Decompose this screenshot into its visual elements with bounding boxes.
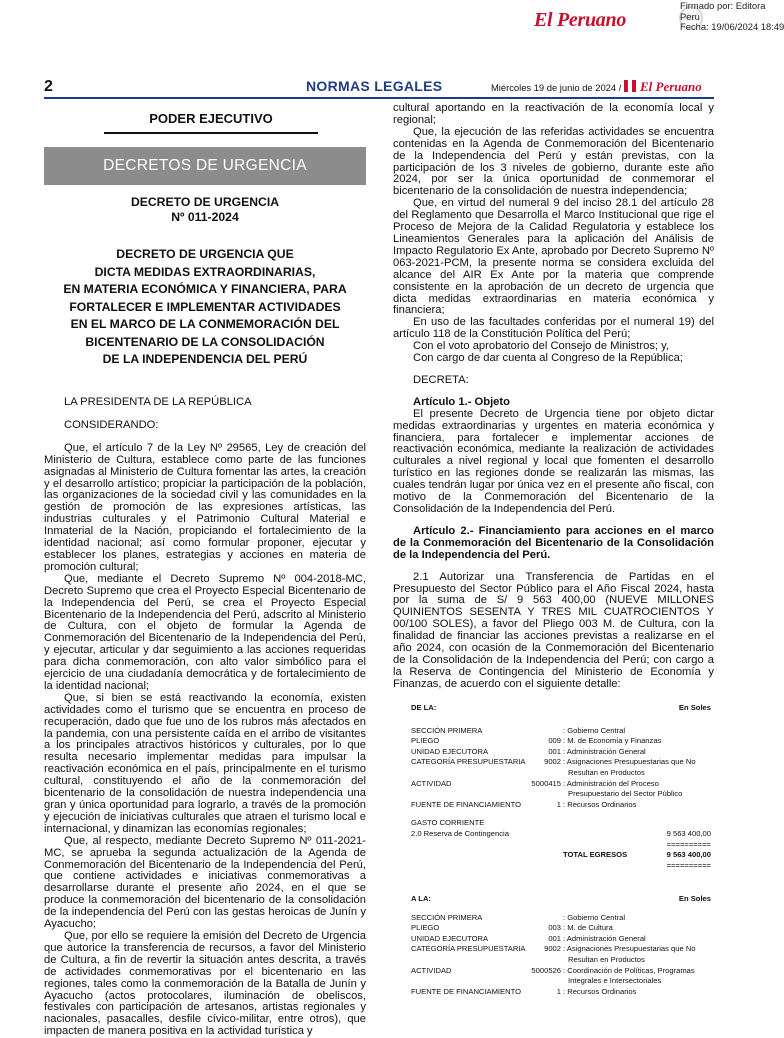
row-code: 9002: [544, 757, 561, 767]
row-key: CATEGORÍA PRESUPUESTARIA: [411, 944, 526, 954]
row-key: GASTO CORRIENTE: [411, 818, 485, 828]
article-2-title: Artículo 2.- Financiamiento para acciones en el marco de la Conmemoración del Bicentenario de la Consolidación de la Independencia del Perú.: [393, 524, 714, 561]
article-2-text: 2.1 Autorizar una Transferencia de Partidas en el Presupuesto del Sector Público para el Año Fiscal 2024, hasta por la suma de S/ 9 563 400,00 (NUEVE MILLONES QUINIENTOS SESENTA Y TRES MIL CUATROCIENTOS Y 00/100 SOLES), a favor del Pliego 003 M. de Cultura, con la finalidad de financiar las acciones previstas a realizarse en el año 2024, con ocasión de la Conmemoración del Bicentenario de la Consolidación de la Independencia del Perú; con cargo a la Reserva de Contingencia del Ministerio de Economía y Finanzas, de acuerdo con el siguiente detalle:: [393, 570, 714, 690]
row-value: : M. de Cultura: [563, 923, 613, 933]
table-row: [411, 747, 711, 758]
row-value: : Administración General: [563, 933, 646, 943]
signature-line: Fecha: 19/06/2024 18:49: [680, 21, 784, 33]
left-body: [44, 397, 366, 1038]
row-key: UNIDAD EJECUTORA: [411, 933, 489, 943]
table-row: [411, 955, 711, 966]
row-key: 2.0 Reserva de Contingencia: [411, 828, 509, 838]
table-row: [411, 757, 711, 768]
row-value: : Administración del Proceso: [563, 778, 659, 788]
table-row: [411, 934, 711, 945]
row-value: Resultan en Productos: [568, 767, 645, 777]
table-head: [411, 894, 711, 905]
section-title: NORMAS LEGALES: [306, 78, 443, 94]
row-code: 003: [548, 923, 561, 933]
decree-line: Nº 011-2024: [171, 209, 239, 224]
row-value: : Asignaciones Presupuestarias que No: [563, 757, 696, 767]
row-code: 1: [556, 986, 561, 996]
article-1-title: Artículo 1.- Objeto: [413, 395, 510, 408]
table-row: [411, 818, 711, 829]
decreta-label: DECRETA:: [413, 373, 469, 386]
header-logo: El Peruano: [640, 79, 702, 94]
left-column: [44, 108, 366, 1038]
header-rule: [44, 97, 714, 99]
table-row: [411, 840, 711, 851]
paragraph: Que, mediante el Decreto Supremo Nº 004-2018-MC, Decreto Supremo que crea el Proyecto Especial Bicentenario de la Independencia del Perú, se crea el Proyecto Especial Bicentenario de la Independencia del Perú, adscrito al Ministerio de Cultura, con el objeto de formular la Agenda de Conmemoración del Bicentenario de la Independencia del Perú, y ejecutar, articular y dar seguimiento a las acciones requeridas para dicha conmemoración, con alto valor simbólico para el ejercicio de una ciudadanía democrática y de fortalecimiento de la identidad nacional;: [44, 572, 366, 692]
top-banner: [0, 0, 784, 42]
title-line: DE LA INDEPENDENCIA DEL PERÚ: [102, 352, 308, 366]
row-key: UNIDAD EJECUTORA: [411, 746, 489, 756]
presidenta-line: LA PRESIDENTA DE LA REPÚBLICA: [64, 396, 252, 408]
row-value: Resultan en Productos: [568, 954, 645, 964]
table-head-unit: En Soles: [678, 703, 711, 712]
table-total-row: [411, 850, 711, 861]
table-row: [411, 800, 711, 811]
row-value: : M. de Economía y Finanzas: [563, 736, 662, 746]
decree-line: DECRETO DE URGENCIA: [130, 195, 280, 209]
table-row: [411, 829, 711, 840]
paragraph: Que, el artículo 7 de la Ley Nº 29565, Ley de creación del Ministerio de Cultura, establece como parte de las funciones asignadas al Ministerio de Cultura fomentar las artes, la creación y el desarrollo artístico; propiciar la participación de la población, las organizaciones de la sociedad civil y las comunidades en la gestión de promoción de las expresiones artísticas, las industrias culturales y el Patrimonio Cultural Material e Inmaterial de la Nación, propiciando el fortalecimiento de la identidad nacional; así como formular proponer, ejecutar y establecer los planes, estrategias y acciones en materia de promoción cultural;: [44, 441, 366, 573]
paragraph: Que, por ello se requiere la emisión del Decreto de Urgencia que autorice la transferencia de recursos, a favor del Ministerio de Cultura, a fin de revertir la situación antes descrita, a través de actividades conmemorativas por el bicentenario en las regiones, tales como la conmemoración de la Batalla de Junín y Ayacucho (actos protocolares, iluminación de obeliscos, festivales con participación de artesanos, artistas regionales y nacionales, pasacalles, desfile cívico-militar, entre otros), que impacten de manera positiva en la actividad turística y: [44, 929, 366, 1038]
table-row: [411, 789, 711, 800]
row-key: ACTIVIDAD: [411, 965, 452, 975]
row-code: 5000415: [531, 778, 561, 788]
table-row: [411, 987, 711, 998]
table-row: [411, 923, 711, 934]
row-code: 001: [548, 746, 561, 756]
table-row: [411, 861, 711, 872]
brand-logo: El Peruano: [534, 9, 627, 31]
table-head-unit: En Soles: [678, 894, 711, 903]
paragraph: Que, en virtud del numeral 9 del inciso 28.1 del artículo 28 del Reglamento que Desarrolla el Marco Institucional que rige el Proceso de Mejora de la Calidad Regulatoria y establece los Lineamientos Generales para la aplicación del Análisis de Impacto Regulatorio Ex Ante, aprobado por Decreto Supremo Nº 063-2021-PCM, la presente norma se considera excluida del alcance del AIR Ex Ante por la materia que comprende consistente en la aprobación de un decreto de urgencia que dicta medidas extraordinarias en materia económica y financiera;: [393, 197, 714, 317]
row-key: FUENTE DE FINANCIAMIENTO: [411, 799, 521, 809]
table-row: [411, 976, 711, 987]
row-amount: 9 563 400,00: [666, 828, 711, 838]
title-line: EN EL MARCO DE LA CONMEMORACIÓN DEL: [70, 317, 340, 331]
row-value: : Recursos Ordinarios: [563, 986, 637, 996]
table-row: [411, 726, 711, 737]
table-row: [411, 779, 711, 790]
paragraph: En uso de las facultades conferidas por el numeral 19) del artículo 118 de la Constitución Política del Perú;: [393, 316, 714, 341]
total-amount: 9 563 400,00: [666, 850, 711, 860]
row-key: SECCIÓN PRIMERA: [411, 725, 483, 735]
paragraph: Que, si bien se está reactivando la economía, existen actividades como el turismo que se encuentra en proceso de recuperación, dado que fue uno de los rubros más afectados en la pandemia, con una persistente caída en el arribo de visitantes a los principales atractivos históricos y culturales, por lo que resulta necesario implementar medidas para impulsar la reactivación económica en el país, principalmente en el turismo cultural, constituyendo el año de la conmemoración del bicentenario de la consolidación de nuestra independencia una gran y única oportunidad para lograrlo, a través de la promoción y ejecución de iniciativas culturales que atraen el turismo local e internacional, y dinamizan las economías regionales;: [44, 691, 366, 835]
row-key: CATEGORÍA PRESUPUESTARIA: [411, 757, 526, 767]
row-value: Integrales e Intersectoriales: [568, 976, 662, 986]
row-separator: ==========: [666, 839, 711, 849]
signature-line: Firmado por: Editora: [680, 0, 766, 11]
row-key: ACTIVIDAD: [411, 778, 452, 788]
row-code: 9002: [544, 944, 561, 954]
paragraph: Con el voto aprobatorio del Consejo de Ministros; y,: [413, 340, 669, 353]
title-line: FORTALECER E IMPLEMENTAR ACTIVIDADES: [69, 299, 341, 314]
signature-stamp: [680, 1, 784, 33]
paragraph: cultural aportando en la reactivación de la economía local y regional;: [393, 102, 714, 126]
row-key: PLIEGO: [411, 736, 440, 746]
row-key: SECCIÓN PRIMERA: [411, 912, 483, 922]
row-value: : Gobierno Central: [563, 912, 626, 922]
paragraph: Con cargo de dar cuenta al Congreso de la República;: [413, 352, 683, 365]
decree-number: [44, 195, 366, 224]
table-head-label: DE LA:: [411, 703, 437, 712]
table-head: [411, 703, 711, 714]
transfer-table-to: [411, 894, 711, 997]
row-value: : Administración General: [563, 746, 646, 756]
row-code: 5000526: [531, 965, 561, 975]
row-value: : Asignaciones Presupuestarias que No: [563, 944, 696, 954]
right-column: [393, 103, 714, 691]
row-code: 1: [556, 799, 561, 809]
table-row: [411, 768, 711, 779]
title-line: EN MATERIA ECONÓMICA Y FINANCIERA, PARA: [63, 282, 347, 296]
transfer-table-from: [411, 703, 711, 871]
table-row: [411, 966, 711, 977]
article-1-text: El presente Decreto de Urgencia tiene por objeto dictar medidas extraordinarias y urgentes en materia económica y financiera, para fortalecer e implementar acciones de reactivación económica, mediante la realización de actividades culturales a nivel regional y local que fomenten el desarrollo turístico en las regiones donde se realizarán las mismas, las cuales tendrán lugar por única vez en el presente año fiscal, con motivo de la Conmemoración del Bicentenario de la Consolidación de la Independencia del Perú.: [393, 407, 714, 515]
row-code: 001: [548, 933, 561, 943]
row-key: FUENTE DE FINANCIAMIENTO: [411, 986, 521, 996]
table-head-label: A LA:: [411, 894, 431, 903]
title-line: DECRETO DE URGENCIA QUE: [116, 247, 294, 261]
table-row: [411, 913, 711, 924]
title-line: DICTA MEDIDAS EXTRAORDINARIAS,: [94, 264, 316, 279]
decree-title: [44, 246, 366, 369]
row-code: 009: [548, 736, 561, 746]
running-header: [44, 78, 714, 98]
category-banner: DECRETOS DE URGENCIA: [44, 147, 366, 185]
row-value: Presupuestario del Sector Público: [568, 789, 683, 799]
considerando-body: [44, 443, 366, 1038]
row-value: : Coordinación de Políticas, Programas: [563, 965, 695, 975]
row-separator: ==========: [666, 860, 711, 870]
total-label: TOTAL EGRESOS: [563, 850, 628, 860]
section-heading: PODER EJECUTIVO: [104, 108, 318, 134]
row-key: PLIEGO: [411, 923, 440, 933]
paragraph: Que, al respecto, mediante Decreto Supremo Nº 011-2021-MC, se aprueba la segunda actualización de la Agenda de Conmemoración del Bicentenario de la Independencia del Perú, que contiene actividades e iniciativas conmemorativas a desarrollarse durante el presente año 2024, en el que se produce la conmemoración del bicentenario de la consolidación de la independencia del Perú con las gestas heroicas de Junín y Ayacucho;: [44, 834, 366, 931]
considerando-label: CONSIDERANDO:: [64, 418, 159, 431]
page-number: 2: [44, 78, 53, 95]
paragraph: Que, la ejecución de las referidas actividades se encuentra contenidas en la Agenda de Conmemoración del Bicentenario de la Independencia del Perú y están previstas, con la participación de los 3 niveles de gobierno, durante este año 2024, por ser la única oportunidad de conmemorar el bicentenario de la consolidación de nuestra independencia;: [393, 125, 714, 198]
table-row: [411, 736, 711, 747]
row-value: : Gobierno Central: [563, 725, 626, 735]
row-value: : Recursos Ordinarios: [563, 799, 637, 809]
signature-line: Peru: [680, 10, 700, 22]
header-date: Miércoles 19 de junio de 2024 /: [491, 82, 622, 93]
title-line: BICENTENARIO DE LA CONSOLIDACIÓN: [85, 334, 325, 349]
flag-icon: [624, 80, 636, 92]
table-row: [411, 944, 711, 955]
